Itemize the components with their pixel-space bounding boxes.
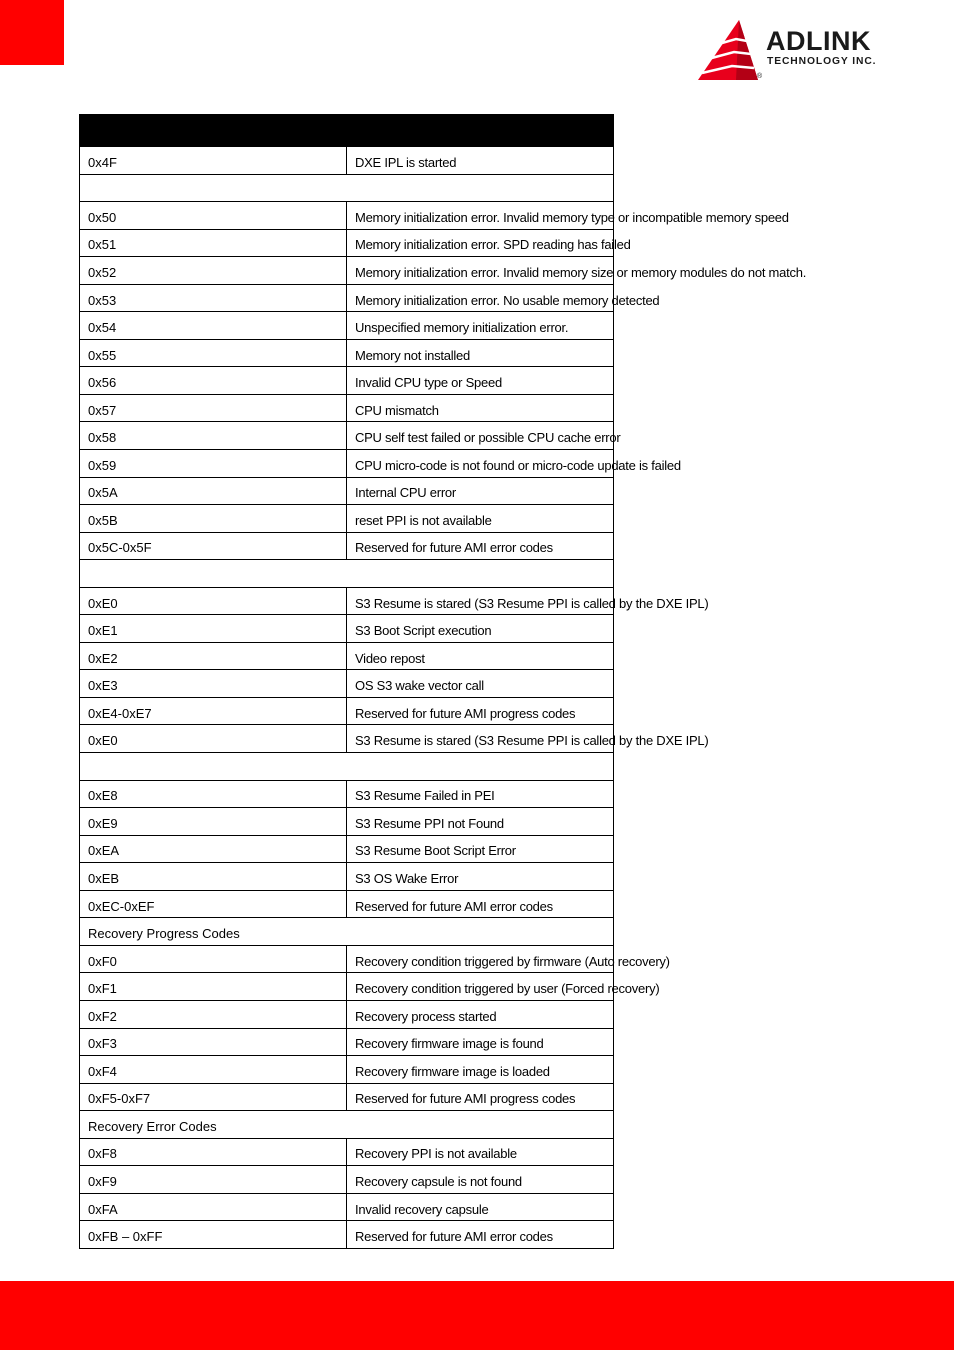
- code-cell: 0x58: [80, 422, 347, 450]
- code-cell: 0x54: [80, 312, 347, 340]
- code-cell: 0xFB – 0xFF: [80, 1221, 347, 1249]
- table-row: [80, 642, 614, 670]
- description-cell: Invalid recovery capsule: [347, 1193, 614, 1221]
- footer-band: [0, 1281, 954, 1350]
- code-cell: 0x50: [80, 202, 347, 230]
- table-row: [80, 808, 614, 836]
- table-row: [80, 835, 614, 863]
- table-row: [80, 697, 614, 725]
- code-cell: 0xEC-0xEF: [80, 890, 347, 918]
- description-cell: Unspecified memory initialization error.: [347, 312, 614, 340]
- description-cell: S3 Resume is stared (S3 Resume PPI is called by the DXE IPL): [347, 587, 614, 615]
- table-row: [80, 284, 614, 312]
- description-cell: Recovery capsule is not found: [347, 1166, 614, 1194]
- table-row: [80, 394, 614, 422]
- description-cell: reset PPI is not available: [347, 505, 614, 533]
- table-row: [80, 945, 614, 973]
- description-cell: Recovery condition triggered by user (Forced recovery): [347, 973, 614, 1001]
- description-cell: Recovery process started: [347, 1000, 614, 1028]
- description-cell: Memory initialization error. No usable memory detected: [347, 284, 614, 312]
- code-cell: 0xF0: [80, 945, 347, 973]
- code-cell: 0x56: [80, 367, 347, 395]
- table-row: [80, 973, 614, 1001]
- table-row: [80, 1000, 614, 1028]
- post-code-table: [79, 114, 807, 1249]
- description-cell: CPU micro-code is not found or micro-code update is failed: [347, 450, 614, 478]
- table-row: [80, 1138, 614, 1166]
- table-row: [80, 505, 614, 533]
- code-cell: 0xF8: [80, 1138, 347, 1166]
- description-cell: Reserved for future AMI error codes: [347, 1221, 614, 1249]
- code-cell: 0x52: [80, 257, 347, 285]
- description-cell: Reserved for future AMI progress codes: [347, 697, 614, 725]
- table-row: [80, 257, 614, 285]
- code-cell: 0xE0: [80, 587, 347, 615]
- code-cell: 0xF4: [80, 1056, 347, 1084]
- table-section-row: [80, 1111, 614, 1139]
- code-cell: 0xE4-0xE7: [80, 697, 347, 725]
- triangle-logo-icon: [696, 18, 762, 84]
- table-row: [80, 1193, 614, 1221]
- description-cell: CPU mismatch: [347, 394, 614, 422]
- table-section-row: [80, 918, 614, 946]
- description-cell: S3 Resume is stared (S3 Resume PPI is called by the DXE IPL): [347, 725, 614, 753]
- code-cell: 0xF5-0xF7: [80, 1083, 347, 1111]
- code-cell: 0xF1: [80, 973, 347, 1001]
- table-row: [80, 1028, 614, 1056]
- description-cell: Reserved for future AMI error codes: [347, 890, 614, 918]
- table-row: [80, 367, 614, 395]
- description-cell: S3 Resume Failed in PEI: [347, 780, 614, 808]
- code-cell: 0x5A: [80, 477, 347, 505]
- table-row: [80, 890, 614, 918]
- description-cell: Memory initialization error. Invalid memory type or incompatible memory speed: [347, 202, 614, 230]
- description-cell: Recovery condition triggered by firmware (Auto recovery): [347, 945, 614, 973]
- code-cell: 0xE1: [80, 615, 347, 643]
- section-label: Recovery Progress Codes: [80, 918, 614, 946]
- code-cell: 0xE2: [80, 642, 347, 670]
- description-cell: S3 Resume PPI not Found: [347, 808, 614, 836]
- table-header-cell: [80, 115, 614, 147]
- corner-accent-block: [0, 0, 64, 65]
- table-row: [80, 422, 614, 450]
- description-cell: Invalid CPU type or Speed: [347, 367, 614, 395]
- code-cell: 0x5B: [80, 505, 347, 533]
- table-row: [80, 339, 614, 367]
- table-row: [80, 229, 614, 257]
- table-row: [80, 477, 614, 505]
- table-row: [80, 587, 614, 615]
- code-cell: 0xEB: [80, 863, 347, 891]
- table-row: [80, 780, 614, 808]
- table-section-row: [80, 174, 614, 202]
- section-label: [80, 560, 614, 588]
- code-cell: 0xE0: [80, 725, 347, 753]
- code-cell: 0x55: [80, 339, 347, 367]
- code-cell: 0xF3: [80, 1028, 347, 1056]
- description-cell: Recovery PPI is not available: [347, 1138, 614, 1166]
- description-cell: Internal CPU error: [347, 477, 614, 505]
- code-cell: 0xEA: [80, 835, 347, 863]
- description-cell: S3 Boot Script execution: [347, 615, 614, 643]
- description-cell: S3 Resume Boot Script Error: [347, 835, 614, 863]
- table-header-row: [80, 115, 614, 147]
- description-cell: Memory initialization error. SPD reading has failed: [347, 229, 614, 257]
- section-label: Recovery Error Codes: [80, 1111, 614, 1139]
- description-cell: S3 OS Wake Error: [347, 863, 614, 891]
- description-cell: Recovery firmware image is loaded: [347, 1056, 614, 1084]
- brand-name: ADLINK: [766, 26, 871, 56]
- table-row: [80, 615, 614, 643]
- description-cell: Reserved for future AMI error codes: [347, 532, 614, 560]
- description-cell: Memory not installed: [347, 339, 614, 367]
- table-row: [80, 532, 614, 560]
- code-cell: 0xE9: [80, 808, 347, 836]
- table-row: [80, 863, 614, 891]
- code-cell: 0x57: [80, 394, 347, 422]
- table-row: [80, 670, 614, 698]
- table-row: [80, 1056, 614, 1084]
- table-row: [80, 1083, 614, 1111]
- code-cell: 0xF2: [80, 1000, 347, 1028]
- section-label: [80, 753, 614, 781]
- table-row: [80, 312, 614, 340]
- code-cell: 0x53: [80, 284, 347, 312]
- code-cell: 0xE3: [80, 670, 347, 698]
- code-cell: 0xFA: [80, 1193, 347, 1221]
- registered-mark: ®: [757, 73, 763, 80]
- code-cell: 0x5C-0x5F: [80, 532, 347, 560]
- description-cell: Video repost: [347, 642, 614, 670]
- description-cell: Memory initialization error. Invalid memory size or memory modules do not match.: [347, 257, 614, 285]
- code-cell: 0x59: [80, 450, 347, 478]
- code-cell: 0xE8: [80, 780, 347, 808]
- table-row: [80, 450, 614, 478]
- adlink-logo: [696, 18, 906, 84]
- table-row: [80, 147, 614, 175]
- table-row: [80, 1221, 614, 1249]
- brand-tagline: TECHNOLOGY INC.: [767, 56, 877, 67]
- section-label: [80, 174, 614, 202]
- description-cell: CPU self test failed or possible CPU cache error: [347, 422, 614, 450]
- code-cell: 0x4F: [80, 147, 347, 175]
- description-cell: OS S3 wake vector call: [347, 670, 614, 698]
- table-row: [80, 725, 614, 753]
- description-cell: Recovery firmware image is found: [347, 1028, 614, 1056]
- table-row: [80, 1166, 614, 1194]
- table-section-row: [80, 560, 614, 588]
- table-row: [80, 202, 614, 230]
- description-cell: DXE IPL is started: [347, 147, 614, 175]
- code-cell: 0xF9: [80, 1166, 347, 1194]
- code-cell: 0x51: [80, 229, 347, 257]
- description-cell: Reserved for future AMI progress codes: [347, 1083, 614, 1111]
- table-section-row: [80, 753, 614, 781]
